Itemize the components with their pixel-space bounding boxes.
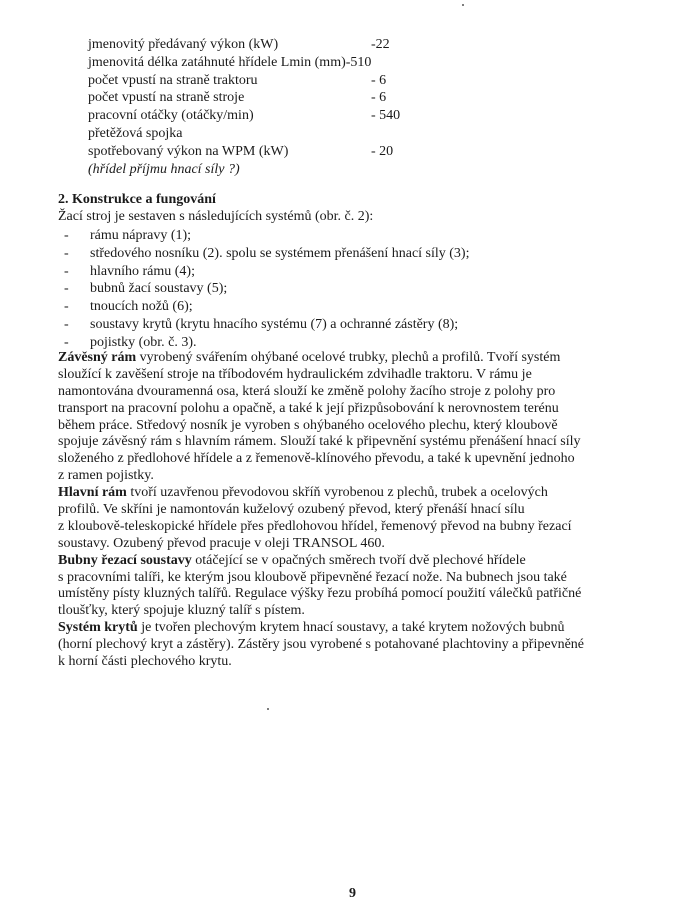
spec-label: jmenovitá délka zatáhnuté hřídele Lmin (mm)-510: [88, 54, 372, 70]
spec-value: - 20: [371, 143, 394, 159]
page-number: 9: [349, 886, 356, 901]
spec-row: [88, 72, 508, 90]
spec-row: [88, 161, 508, 179]
list-item-text: pojistky (obr. č. 3).: [90, 334, 197, 350]
section-heading: 2. Konstrukce a fungování: [58, 192, 216, 207]
term-zavesny-ram: Závěsný rám: [58, 350, 137, 365]
scan-speck: [462, 4, 464, 6]
term-system-krytu: Systém krytů: [58, 620, 138, 636]
paragraph-line: profilů. Ve skříni je namontován kuželový ozubený převod, který přenáší hnací sílu: [58, 502, 525, 518]
spec-label: přetěžová spojka: [88, 125, 183, 141]
paragraph-line: [58, 350, 678, 367]
list-item-text: soustavy krytů (krytu hnacího systému (7) a ochranné zástěry (8);: [90, 316, 459, 332]
spec-row: [88, 54, 508, 72]
list-dash: -: [64, 228, 69, 243]
spec-row: [88, 125, 508, 143]
body-text: [58, 350, 678, 671]
paragraph-line: transport na pracovní polohu a opačně, a také k její přizpůsobování k nerovnostem terénu: [58, 400, 559, 416]
list-item-text: hlavního rámu (4);: [90, 263, 195, 279]
paragraph-line: [58, 553, 678, 570]
term-hlavni-ram: Hlavní rám: [58, 485, 127, 501]
spec-value: - 6: [371, 90, 387, 106]
paragraph-line: složeného z předlohové hřídele a z řemenově-klínového převodu, a také k upevnění jednoho: [58, 451, 575, 467]
paragraph-line: namontována dvouramenná osa, která slouží ke změně polohy žacího stroje z polohy pro: [58, 383, 556, 399]
spec-row: [88, 143, 508, 161]
list-dash: -: [64, 263, 69, 279]
list-item-text: tnoucích nožů (6);: [90, 299, 193, 315]
paragraph-text: je tvořen plechovým krytem hnací soustavy, a také krytem nožových bubnů: [137, 620, 565, 636]
list-dash: -: [64, 334, 69, 350]
paragraph-line: během práce. Středový nosník je vyroben s ohýbaného ocelového plechu, který kloubově: [58, 417, 558, 433]
spec-row: [88, 107, 508, 125]
paragraph-line: z kloubově-teleskopické hřídele přes předlohovou hřídel, řemenový převod na bubny řezací: [58, 518, 572, 534]
paragraph-line: k horní části plechového krytu.: [58, 654, 232, 670]
list-dash: -: [64, 299, 69, 315]
paragraph-text: otáčející se v opačných směrech tvoří dvě plechové hřídele: [191, 552, 526, 568]
paragraph-line: umístěny písty kluzných talířů. Regulace výšky řezu probíhá pomocí použití válečků patřičné: [58, 586, 582, 602]
spec-label: jmenovitý předávaný výkon (kW): [88, 37, 279, 52]
paragraph-line: tloušťky, který spojuje kluzný talíř s pístem.: [58, 603, 305, 619]
spec-row: [88, 89, 508, 107]
list-dash: -: [64, 281, 69, 297]
paragraph-text: tvoří uzavřenou převodovou skříň vyrobenou z plechů, trubek a ocelových: [126, 485, 548, 501]
spec-label: pracovní otáčky (otáčky/min): [88, 108, 254, 124]
paragraph-line: (horní plechový kryt a zástěry). Zástěry jsou vyrobené s potahované plachtoviny a připevněné: [58, 637, 584, 653]
list-item-text: bubnů žací soustavy (5);: [90, 281, 228, 297]
paragraph-line: sloužící k zavěšení stroje na tříbodovém hydraulickém zdvihadle traktoru. V rámu je: [58, 366, 532, 382]
paragraph-line: s pracovními talíři, ke kterým jsou kloubově připevněné řezací nože. Na bubnech jsou také: [58, 569, 567, 585]
spec-value: -22: [371, 37, 390, 52]
paragraph-line: [58, 485, 678, 502]
spec-table: [88, 36, 508, 178]
spec-value: - 6: [371, 72, 387, 88]
scan-speck: [267, 708, 269, 710]
paragraph-line: [58, 620, 678, 637]
section-intro: Žací stroj je sestaven s následujících systémů (obr. č. 2):: [58, 209, 374, 224]
paragraph-line: z ramen pojistky.: [58, 468, 154, 484]
list-item-text: rámu nápravy (1);: [90, 228, 192, 243]
spec-label: počet vpustí na straně stroje: [88, 90, 245, 106]
spec-row: [88, 36, 508, 54]
spec-label: počet vpustí na straně traktoru: [88, 72, 258, 88]
list-dash: -: [64, 316, 69, 332]
spec-label: (hřídel příjmu hnací síly ?): [88, 161, 240, 177]
paragraph-line: soustavy. Ozubený převod pracuje v oleji TRANSOL 460.: [58, 535, 385, 551]
paragraph-line: spojuje závěsný rám s hlavním rámem. Slouží také k připevnění systému přenášení hnací síly: [58, 434, 581, 450]
list-item-text: středového nosníku (2). spolu se systémem přenášení hnací síly (3);: [90, 245, 470, 261]
spec-value: - 540: [371, 108, 401, 124]
term-bubny: Bubny řezací soustavy: [58, 552, 192, 568]
spec-label: spotřebovaný výkon na WPM (kW): [88, 143, 289, 159]
paragraph-text: vyrobený svářením ohýbané ocelové trubky, plechů a profilů. Tvoří systém: [136, 350, 561, 365]
list-dash: -: [64, 245, 69, 261]
